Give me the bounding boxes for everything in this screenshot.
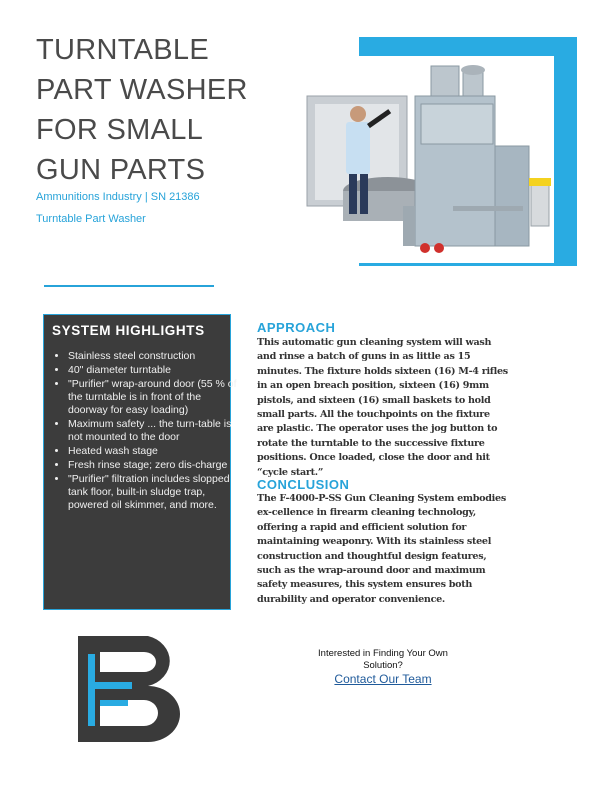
machine-illustration (303, 56, 554, 263)
list-item: • Fresh rinse stage; zero dis-charge (68, 459, 238, 472)
product-name: Turntable Part Washer (36, 213, 146, 225)
conclusion-heading: CONCLUSION (257, 477, 350, 492)
approach-heading: APPROACH (257, 320, 336, 335)
title-line: TURNTABLE (36, 34, 209, 66)
list-item: • "Purifier" wrap-around door (55 % of the turntable is in front of the doorway for easy loading) (68, 378, 238, 417)
highlights-heading: SYSTEM HIGHLIGHTS (52, 323, 205, 338)
system-highlights-panel (43, 314, 237, 610)
page-title (36, 30, 256, 190)
highlights-list (52, 350, 238, 513)
list-item: • "Purifier" filtration includes slopped tank floor, built-in sludge trap, powered oil skimmer, and more. (68, 473, 238, 512)
conclusion-body: The F-4000-P-SS Gun Cleaning System embodies ex-cellence in firearm cleaning technology, offering a rapid and efficient solution for maintaining weaponry. With its stainless steel construction and thoughtful design features, such as the wrap-around door and maximum safety measures, this system ensures both durability and operator convenience. (257, 493, 506, 605)
list-item: • Heated wash stage (68, 445, 238, 458)
list-item: • Stainless steel construction (68, 350, 238, 363)
title-line: FOR SMALL (36, 114, 204, 146)
machine-photo (303, 56, 554, 263)
approach-body: This automatic gun cleaning system will wash and rinse a batch of guns in as little as 15 minutes. The fixture holds sixteen (16) M-4 rifles in an open breach position, sixteen (16) 9mm pistols, and sixteen (16) small baskets to hold small parts. All the touchpoints on the fixture are plastic. The operator uses the jog button to rotate the turntable to the successive fixture positions. Once loaded, close the door and hit “cycle start.” (257, 337, 508, 478)
company-logo (78, 636, 184, 742)
title-line: PART WASHER (36, 74, 248, 106)
industry-serial: Ammunitions Industry | SN 21386 (36, 191, 200, 203)
cta-prompt: Interested in Finding Your Own Solution? (318, 648, 448, 671)
list-item: • 40" diameter turntable (68, 364, 238, 377)
contact-team-link[interactable]: Contact Our Team (334, 672, 432, 686)
title-line: GUN PARTS (36, 154, 206, 186)
divider (44, 285, 214, 287)
list-item: • Maximum safety ... the turn-table is not mounted to the door (68, 418, 238, 444)
